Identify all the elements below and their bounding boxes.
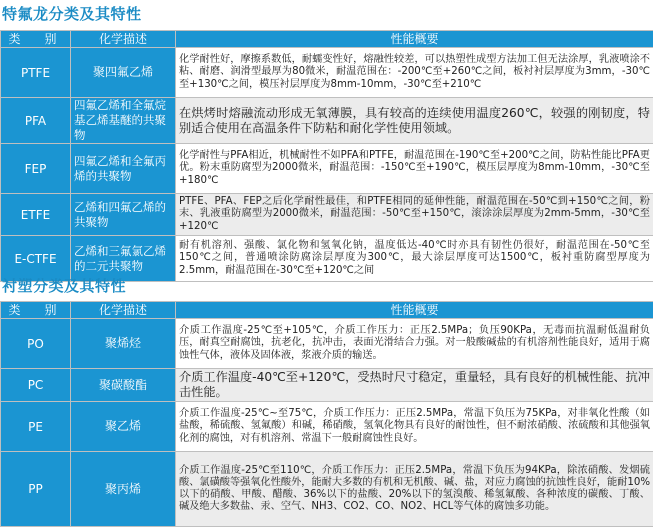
row-code: E-CTFE <box>1 236 71 282</box>
header-chemistry: 化学描述 <box>71 302 176 319</box>
row-chem: 聚乙烯 <box>71 402 176 452</box>
table-row <box>1 194 653 236</box>
row-desc: 耐有机溶剂、强酸、氯化物和氢氧化钠，温度低达-40℃时亦具有韧性仍很好，耐温范围在-50℃至150℃之间，普通喷涂防腐涂层厚度为300℃，最大涂层厚度可达1500℃，板衬重防腐型厚度为2.5mm，耐温范围在-30℃至+120℃之间 <box>176 236 653 282</box>
table-row <box>1 236 653 282</box>
row-chem: 四氟乙烯和全氟丙烯的共聚物 <box>71 144 176 194</box>
header-category: 类 别 <box>1 31 71 48</box>
row-chem: 四氟乙烯和全氟烷基乙烯基醚的共聚物 <box>71 98 176 144</box>
row-desc: 介质工作温度-25℃~至75℃，介质工作压力：正压2.5MPa，常温下负压为75KPa，对非氧化性酸（如盐酸，稀硫酸、氢氟酸）和碱，稀硝酸，氢氧化物具有良好的耐蚀性，但不耐浓硝酸、浓硫酸和其他强氧化剂的腐蚀，对有机溶剂、常温下一般耐腐蚀性良好。 <box>176 402 653 452</box>
teflon-table <box>0 30 653 282</box>
table-header-row <box>1 31 653 48</box>
row-desc: 介质工作温度-25℃至+105℃，介质工作压力：正压2.5MPa；负压90KPa，无毒而抗温耐低温耐负压，耐真空耐腐蚀，抗老化，抗冲击，表面光滑结合力强。对一般酸碱盐的有机溶剂性能良好，适用于腐蚀性气体，液体及固体液，浆液介质的输送。 <box>176 319 653 369</box>
header-properties: 性能概要 <box>176 31 653 48</box>
row-code: PC <box>1 369 71 402</box>
row-desc: 化学耐性好，摩擦系数低，耐蠕变性好，熔融性较差，可以热塑性成型方法加工但无法涂厚，乳液喷涂不粘、耐磨、润滑型最厚为80微米，耐温范围在：-200℃至+260℃之间，板衬衬层厚度为3mm，-30℃至+130℃之间，模压衬层厚度为8mm-10mm，-30℃至+210℃ <box>176 48 653 98</box>
row-chem: 聚烯烃 <box>71 319 176 369</box>
row-desc: 化学耐性与PFA相近，机械耐性不如PFA和PTFE，耐温范围在-190℃至+200℃之间，防粘性能比PFA更优。粉末重防腐型为2000微米，耐温范围：-150℃至+190℃，模压层厚度为8mm-10mm，-30℃至+180℃ <box>176 144 653 194</box>
lining-table <box>0 301 653 527</box>
header-chemistry: 化学描述 <box>71 31 176 48</box>
row-desc: 在烘烤时熔融流动形成无氧薄膜，具有较高的连续使用温度260℃，较强的刚韧度，特别适合使用在高温条件下防粘和耐化学性使用领域。 <box>176 98 653 144</box>
row-chem: 聚四氟乙烯 <box>71 48 176 98</box>
table-row <box>1 369 653 402</box>
row-code: PE <box>1 402 71 452</box>
table-row <box>1 98 653 144</box>
row-code: PFA <box>1 98 71 144</box>
section-title-lining: 衬塑分类及其特性 <box>2 277 127 295</box>
table-header-row <box>1 302 653 319</box>
section-title-teflon: 特氟龙分类及其特性 <box>2 5 142 23</box>
row-chem: 聚碳酸酯 <box>71 369 176 402</box>
row-code: PTFE <box>1 48 71 98</box>
table-row <box>1 144 653 194</box>
row-code: PO <box>1 319 71 369</box>
header-properties: 性能概要 <box>176 302 653 319</box>
row-chem: 乙烯和四氟乙烯的共聚物 <box>71 194 176 236</box>
row-code: ETFE <box>1 194 71 236</box>
row-code: PP <box>1 452 71 527</box>
header-category: 类 别 <box>1 302 71 319</box>
table-row <box>1 48 653 98</box>
table-row <box>1 452 653 527</box>
row-code: FEP <box>1 144 71 194</box>
row-desc: 介质工作温度-25℃至110℃，介质工作压力：正压2.5MPa，常温下负压为94KPa，除浓硝酸、发烟硫酸、氯磺酸等强氧化性酸外，能耐大多数的有机和无机酸、碱、盐，对应力腐蚀的抗蚀性良好，能耐10%以下的硝酸、甲酸、醋酸、36%以下的盐酸、20%以下的氢溴酸、稀氢氟酸、各种浓度的碳酸、丁酸、碱及绝大多数盐、汞、空气、NH3、CO2、CO、NO2、HCL等气体的腐蚀多功能。 <box>176 452 653 527</box>
row-desc: 介质工作温度-40℃至+120℃，受热时尺寸稳定，重量轻，具有良好的机械性能、抗冲击性能。 <box>176 369 653 402</box>
row-desc: PTFE、PFA、FEP之后化学耐性最佳，和PTFE相同的延伸性能，耐温范围在-50℃到+150℃之间，粉末、乳液重防腐型为2000微米，耐温范围：-50℃至+150℃，滚涂涂层厚度为2mm-5mm，-30℃至+120℃ <box>176 194 653 236</box>
table-row <box>1 402 653 452</box>
row-chem: 聚丙烯 <box>71 452 176 527</box>
table-row <box>1 319 653 369</box>
row-chem: 乙烯和三氟氯乙烯的二元共聚物 <box>71 236 176 282</box>
